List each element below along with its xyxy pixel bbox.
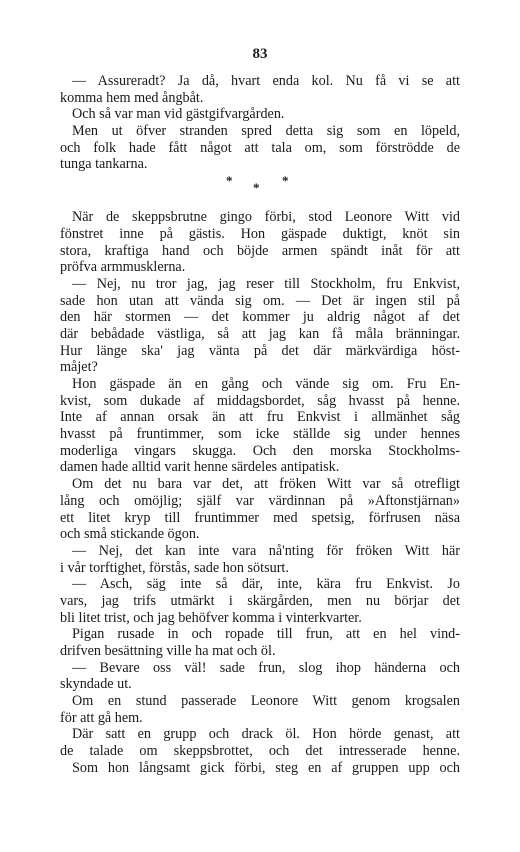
text-line: och folk hade fått något att tala om, som förströdde de bbox=[60, 139, 460, 156]
text-line: — Asch, säg inte så där, inte, kära fru Enkvist. Jo bbox=[72, 576, 460, 593]
text-line: Och så var man vid gästgifvargården. bbox=[72, 106, 285, 123]
text-line: skyndade ut. bbox=[60, 676, 132, 693]
asterisk: * bbox=[253, 180, 260, 196]
text-line: där bebådade västliga, så att jag kan få måla bränningar. bbox=[60, 325, 460, 342]
text-line: i vår torftighet, förstås, sade hon sötsurt. bbox=[60, 559, 289, 576]
asterisk: * bbox=[226, 173, 233, 189]
text-line: moderliga vingars skugga. Och den morska Stockholms- bbox=[60, 442, 460, 459]
text-line: vars, jag trifs utmärkt i skärgården, men nu börjar det bbox=[60, 592, 460, 609]
text-line: den här stormen — det kommer ju aldrig något af det bbox=[60, 309, 460, 326]
text-line: lång och omöjlig; själf var värdinnan på »Aftonstjärnan» bbox=[60, 492, 460, 509]
text-line: hvasst på fruntimmer, som icke ställde sig under hennes bbox=[60, 426, 460, 443]
text-line: Hur länge ska' jag vänta på det där märkvärdiga höst- bbox=[60, 342, 460, 359]
text-section-before-break bbox=[60, 73, 460, 173]
text-line: — Bevare oss väl! sade frun, slog ihop händerna och bbox=[72, 659, 460, 676]
asterisk: * bbox=[282, 173, 289, 189]
text-line: Där satt en grupp och drack öl. Hon hörde genast, att bbox=[72, 726, 460, 743]
text-line: Men ut öfver stranden spred detta sig som en löpeld, bbox=[72, 123, 460, 140]
text-line: sade hon utan att vända sig om. — Det är ingen stil på bbox=[60, 292, 460, 309]
text-line: Inte af annan orsak än att fru Enkvist i allmänhet såg bbox=[60, 409, 460, 426]
text-section-after-break bbox=[60, 209, 460, 776]
text-line: Som hon långsamt gick förbi, steg en af gruppen upp och bbox=[72, 759, 460, 776]
text-line: Pigan rusade in och ropade till frun, att en hel vind- bbox=[72, 626, 460, 643]
text-line: måjet? bbox=[60, 359, 98, 376]
text-line: Hon gäspade än en gång och vände sig om. Fru En- bbox=[72, 376, 460, 392]
text-line: bli litet trist, och jag behöfver komma i vinterkvarter. bbox=[60, 609, 362, 626]
text-line: Om det nu bara var det, att fröken Witt var så otrefligt bbox=[72, 476, 460, 493]
text-line: stora, kraftiga hand och böjde armen spändt inåt för att bbox=[60, 242, 460, 259]
text-line: tunga tankarna. bbox=[60, 156, 148, 173]
text-line: pröfva armmusklerna. bbox=[60, 259, 186, 276]
text-line: ett litet kryp till fruntimmer med spetsig, förfrusen näsa bbox=[60, 509, 460, 526]
text-line: för att gå hem. bbox=[60, 709, 143, 726]
text-line: — Nej, det kan inte vara nå'nting för fröken Witt här bbox=[72, 542, 460, 559]
text-line: damen hade alltid varit henne särdeles antipatisk. bbox=[60, 459, 340, 476]
text-line: När de skeppsbrutne gingo förbi, stod Leonore Witt vid bbox=[72, 209, 460, 226]
text-line: komma hem med ångbåt. bbox=[60, 89, 204, 106]
text-line: de talade om skeppsbrottet, och det intresserade henne. bbox=[60, 743, 460, 760]
text-line: — Nej, nu tror jag, jag reser till Stockholm, fru Enkvist, bbox=[72, 275, 460, 292]
text-line: drifven besättning ville ha mat och öl. bbox=[60, 643, 276, 659]
text-line: kvist, som dukade af middagsbordet, såg hvasst på henne. bbox=[60, 392, 460, 409]
text-line: — Assureradt? Ja då, hvart enda kol. Nu få vi se att bbox=[72, 73, 460, 89]
body-text bbox=[60, 73, 460, 777]
text-line: fönstret inne på gästis. Hon gäspade duktigt, knöt sin bbox=[60, 225, 460, 242]
page-number: 83 bbox=[252, 46, 268, 62]
text-line: och små stickande ögon. bbox=[60, 526, 200, 543]
section-break-asterism bbox=[60, 173, 460, 209]
text-line: Om en stund passerade Leonore Witt genom krogsalen bbox=[72, 693, 460, 710]
